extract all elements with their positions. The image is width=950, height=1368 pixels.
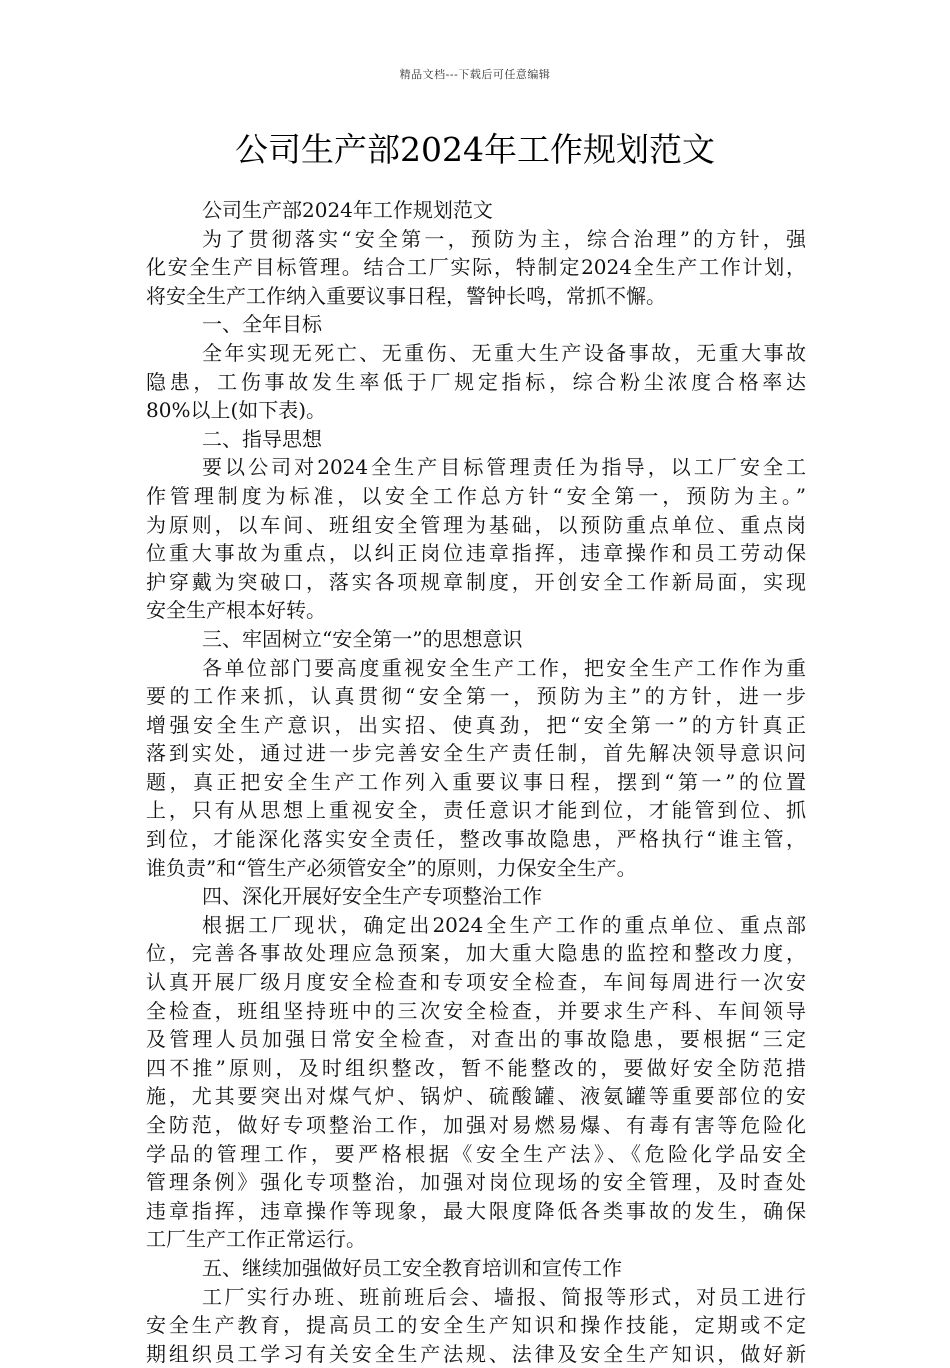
body-text-line: 增强安全生产意识，出实招、使真劲，把“安全第一”的方针真正	[146, 712, 806, 737]
body-text-line: 根据工厂现状，确定出2024全生产工作的重点单位、重点部	[202, 912, 806, 937]
body-text-line: 80%以上(如下表)。	[146, 398, 327, 423]
body-text-line: 公司生产部2024年工作规划范文	[202, 198, 493, 222]
body-text-line: 五、继续加强做好员工安全教育培训和宣传工作	[202, 1255, 622, 1280]
body-text-line: 将安全生产工作纳入重要议事日程，警钟长鸣，常抓不懈。	[146, 283, 666, 308]
body-text-line: 化安全生产目标管理。结合工厂实际，特制定2024全生产工作计划，	[146, 255, 806, 280]
document-body	[146, 196, 806, 1368]
body-text-line: 认真开展厂级月度安全检查和专项安全检查，车间每周进行一次安	[146, 970, 806, 995]
body-text-line: 作管理制度为标准，以安全工作总方针“安全第一，预防为主。”	[146, 483, 806, 508]
body-text-line: 要以公司对2024全生产目标管理责任为指导，以工厂安全工	[202, 455, 806, 480]
body-text-line: 为原则，以车间、班组安全管理为基础，以预防重点单位、重点岗	[146, 512, 806, 537]
body-text-line: 谁负责”和“管生产必须管安全”的原则，力保安全生产。	[146, 855, 637, 880]
body-text-line: 落到实处，通过进一步完善安全生产责任制，首先解决领导意识问	[146, 741, 806, 766]
body-text-line: 为了贯彻落实“安全第一，预防为主，综合治理”的方针，强	[202, 226, 806, 251]
document-title: 公司生产部2024年工作规划范文	[235, 130, 715, 169]
body-text-line: 全防范，做好专项整治工作，加强对易燃易爆、有毒有害等危险化	[146, 1113, 806, 1137]
body-text-line: 期组织员工学习有关安全生产法规、法律及安全生产知识，做好新	[146, 1341, 806, 1366]
body-text-line: 一、全年目标	[202, 312, 322, 337]
body-text-line: 管理条例》强化专项整治，加强对岗位现场的安全管理，及时查处	[146, 1170, 806, 1195]
body-text-line: 工厂生产工作正常运行。	[146, 1227, 366, 1252]
body-text-line: 各单位部门要高度重视安全生产工作，把安全生产工作作为重	[202, 655, 806, 680]
body-text-line: 违章指挥，违章操作等现象，最大限度降低各类事故的发生，确保	[146, 1198, 806, 1223]
body-text-line: 二、指导思想	[202, 426, 322, 451]
body-text-line: 要的工作来抓，认真贯彻“安全第一，预防为主”的方针，进一步	[146, 684, 806, 709]
body-text-line: 全年实现无死亡、无重伤、无重大生产设备事故，无重大事故	[202, 340, 806, 365]
body-text-line: 安全生产根本好转。	[146, 598, 326, 623]
body-text-line: 三、牢固树立“安全第一”的思想意识	[202, 626, 523, 651]
body-text-line: 安全生产教育，提高员工的安全生产知识和操作技能，定期或不定	[146, 1313, 806, 1338]
body-text-line: 施，尤其要突出对煤气炉、锅炉、硫酸罐、液氨罐等重要部位的安	[146, 1084, 806, 1109]
document-header-note: 精品文档---下载后可任意编辑	[399, 68, 551, 81]
body-text-line: 四不推”原则，及时组织整改，暂不能整改的，要做好安全防范措	[146, 1055, 806, 1080]
body-text-line: 学品的管理工作，要严格根据《安全生产法》、《危险化学品安全	[146, 1141, 806, 1166]
body-text-line: 题，真正把安全生产工作列入重要议事日程，摆到“第一”的位置	[146, 769, 806, 794]
body-text-line: 全检查，班组坚持班中的三次安全检查，并要求生产科、车间领导	[146, 998, 806, 1023]
body-text-line: 到位，才能深化落实安全责任，整改事故隐患，严格执行“谁主管，	[146, 827, 806, 852]
body-text-line: 位重大事故为重点，以纠正岗位违章指挥，违章操作和员工劳动保	[146, 541, 806, 566]
body-text-line: 及管理人员加强日常安全检查，对查出的事故隐患，要根据“三定	[146, 1027, 806, 1052]
body-text-line: 四、深化开展好安全生产专项整治工作	[202, 884, 542, 909]
body-text-line: 护穿戴为突破口，落实各项规章制度，开创安全工作新局面，实现	[146, 569, 806, 594]
body-text-line: 上，只有从思想上重视安全，责任意识才能到位，才能管到位、抓	[146, 798, 806, 823]
body-text-line: 位，完善各事故处理应急预案，加大重大隐患的监控和整改力度，	[146, 941, 806, 966]
body-text-line: 隐患，工伤事故发生率低于厂规定指标，综合粉尘浓度合格率达	[146, 369, 806, 394]
body-text-line: 工厂实行办班、班前班后会、墙报、简报等形式，对员工进行	[202, 1284, 806, 1309]
